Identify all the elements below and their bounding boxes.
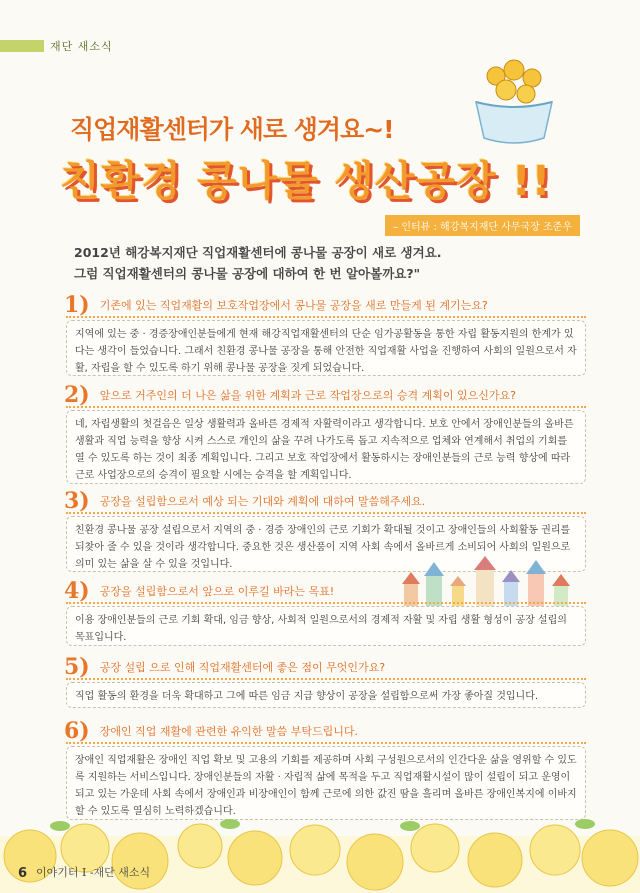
intro-line-1: 2012년 해강복지재단 직업재활센터에 콩나물 공장이 새로 생겨요. <box>74 245 442 260</box>
question-text: 공장을 설립함으로서 앞으로 이루길 바라는 목표! <box>99 585 335 598</box>
question-number: 4) <box>64 578 90 604</box>
footer-label: 이야기터 Ⅰ -재단 새소식 <box>36 866 151 879</box>
answer-box-1: 지역에 있는 중 · 경증장애인분들에게 현재 해강직업재활센터의 단순 임가공활동을 통한 자립 활동지원의 한계가 있다는 생각이 들었습니다. 그래서 친환경 콩나물 공장을 통해 안전한 직업재활 사업을 진행하여 사회의 일원으로서 자활, 자립을 할 수 있도록 하기 위해 콩나물 공장을 짓게 되었습니다. <box>66 320 586 376</box>
answer-box-4: 이용 장애인분들의 근로 기회 확대, 임금 향상, 사회적 일원으로서의 경제적 자활 및 자립 생활 형성이 공장 설립의 목표입니다. <box>66 606 586 646</box>
section-tag <box>0 38 113 54</box>
article-title: 친환경 콩나물 생산공장 !! <box>60 157 552 205</box>
question-number: 6) <box>64 718 90 744</box>
answer-box-6: 장애인 직업재활은 장애인 직업 확보 및 고용의 기회를 제공하며 사회 구성원으로서의 인간다운 삶을 영위할 수 있도록 지원하는 서비스입니다. 장애인분들의 자활 · 자립적 삶에 목적을 두고 직업재활시설이 많이 설립이 되고 운영이 되고 있는 가운데 사회 속에서 장애인과 비장애인이 함께 근로에 의한 값진 땀을 흘리며 올바른 장애인복지에 이바지 할 수 있도록 열심히 노력하겠습니다. <box>66 746 586 820</box>
article-subtitle: 직업재활센터가 새로 생겨요~! <box>70 115 394 144</box>
question-3 <box>64 488 425 514</box>
question-number: 2) <box>64 382 90 408</box>
question-number: 3) <box>64 488 90 514</box>
page-number: 6 <box>18 866 28 881</box>
question-4 <box>64 578 334 604</box>
answer-box-3: 친환경 콩나물 공장 설립으로서 지역의 중 · 경증 장애인의 근로 기회가 확대될 것이고 장애인들의 사회활동 권리를 되찾아 줄 수 있을 것이라 생각합니다. 중요한 것은 생산품이 지역 사회 속에서 올바르게 소비되어 사회의 일원으로 의미 있는 삶을 살 수 있을 것입니다. <box>66 516 586 572</box>
question-divider <box>66 602 586 604</box>
question-5 <box>64 654 385 680</box>
question-number: 1) <box>64 292 90 318</box>
castle-illustration <box>396 556 586 608</box>
question-divider <box>66 512 586 514</box>
answer-box-2: 네, 자립생활의 첫걸음은 일상 생활력과 올바른 경제적 자활력이라고 생각합니다. 보호 안에서 장애인분들의 올바른 생활과 직업 능력을 향상 시켜 스스로 개인의 삶을 꾸려 나가도록 돕고 지속적으로 업체와 연계해서 취업의 기회를 열 수 있도록 하는 것이 최종 계획입니다. 그리고 보호 작업장에서 활동하시는 장애인분들의 근로 능력 향상에 따라 근로 사업장으로의 승격이 필요할 시에는 승격을 할 계획입니다. <box>66 410 586 484</box>
section-tag-bar <box>0 40 44 52</box>
question-divider <box>66 406 586 408</box>
bean-bowl-illustration <box>474 56 554 146</box>
question-text: 공장을 설립함으로서 예상 되는 기대와 계획에 대하여 말씀해주세요. <box>99 495 426 508</box>
question-text: 앞으로 거주인의 더 나은 삶을 위한 계획과 근로 작업장으로의 승격 계획이 있으신가요? <box>99 389 516 402</box>
question-divider <box>66 316 586 318</box>
question-2 <box>64 382 516 408</box>
answer-box-5: 직업 활동의 환경을 더욱 확대하고 그에 따른 임금 지급 향상이 공장을 설립함으로써 가장 좋아질 것입니다. <box>66 682 586 708</box>
question-divider <box>66 678 586 680</box>
article-intro <box>74 242 594 284</box>
section-tag-text: 재단 새소식 <box>50 40 113 53</box>
question-text: 공장 설립 으로 인해 직업재활센터에 좋은 점이 무엇인가요? <box>99 661 386 674</box>
interview-credit: – 인터뷰 : 해강복지재단 사무국장 조준우 <box>385 215 580 236</box>
question-divider <box>66 742 586 744</box>
intro-line-2: 그럼 직업재활센터의 콩나물 공장에 대하여 한 번 알아볼까요?" <box>74 266 421 281</box>
question-text: 기존에 있는 직업재활의 보호작업장에서 콩나물 공장을 새로 만들게 된 계기는요? <box>99 299 488 312</box>
question-number: 5) <box>64 654 90 680</box>
question-1 <box>64 292 488 318</box>
question-6 <box>64 718 358 744</box>
question-text: 장애인 직업 재활에 관련한 유익한 말씀 부탁드립니다. <box>99 725 358 738</box>
